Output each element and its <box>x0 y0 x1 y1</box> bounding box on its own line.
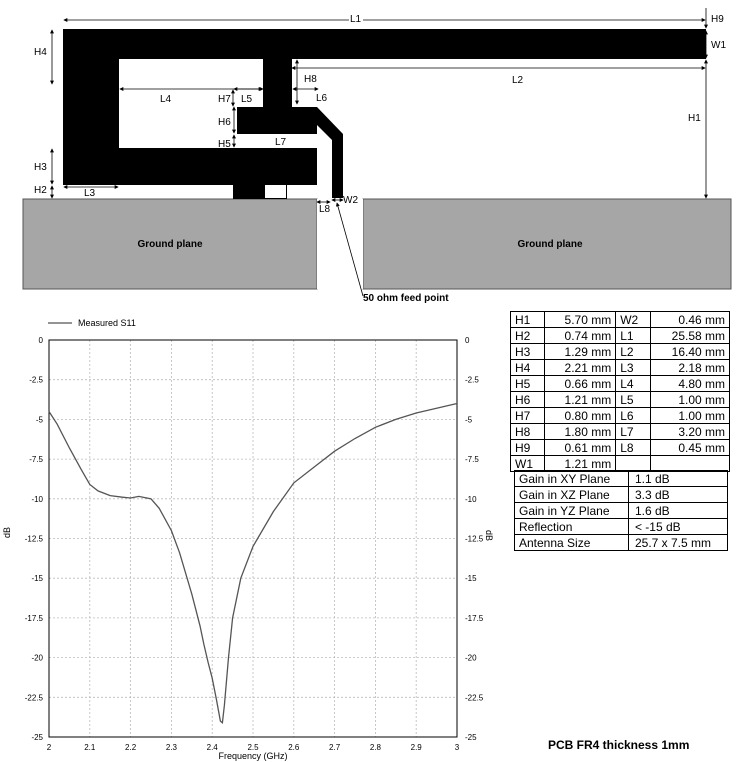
dim-name: W2 <box>616 312 650 328</box>
y-tick-label-right: -15 <box>465 574 477 584</box>
y-tick-label-left: -10 <box>31 494 43 504</box>
dim-name: H6 <box>511 392 545 408</box>
label-W2: W2 <box>343 195 358 206</box>
y-tick-label-left: -7.5 <box>29 455 43 465</box>
legend-label: Measured S11 <box>78 318 136 328</box>
y-tick-label-left: -5 <box>35 415 43 425</box>
dim-name: H3 <box>511 344 545 360</box>
x-tick-label: 2 <box>46 743 52 752</box>
dim-value: 1.29 mm <box>545 344 616 360</box>
y-tick-label-right: -22.5 <box>465 693 484 703</box>
y-tick-label-right: -12.5 <box>465 534 484 544</box>
perf-value: 1.1 dB <box>628 471 727 487</box>
dim-value: 2.18 mm <box>650 360 729 376</box>
dim-name: L3 <box>616 360 650 376</box>
dimension-row <box>511 360 730 376</box>
y-tick-label-right: 0 <box>465 336 470 345</box>
dim-value: 25.58 mm <box>650 328 729 344</box>
label-H6: H6 <box>218 117 231 128</box>
dim-name: L4 <box>616 376 650 392</box>
antenna-diagram <box>0 0 738 305</box>
dimension-row <box>511 344 730 360</box>
dim-name: H4 <box>511 360 545 376</box>
y-tick-label-left: -2.5 <box>29 375 43 385</box>
label-L1: L1 <box>350 14 362 25</box>
series-line-measured-s11 <box>49 404 457 723</box>
label-L5: L5 <box>241 94 253 105</box>
dim-value: 1.00 mm <box>650 408 729 424</box>
performance-row <box>515 519 728 535</box>
x-tick-label: 2.2 <box>125 743 137 752</box>
y-axis-label-left: dB <box>2 526 12 538</box>
dim-name: L2 <box>616 344 650 360</box>
chart-grid <box>49 340 457 737</box>
x-tick-label: 2.3 <box>165 743 177 752</box>
y-tick-label-right: -10 <box>465 494 477 504</box>
y-tick-label-right: -20 <box>465 653 477 663</box>
performance-row <box>515 487 728 503</box>
y-tick-label-right: -2.5 <box>465 375 479 385</box>
dim-name: L8 <box>616 440 650 456</box>
label-L8: L8 <box>319 204 331 215</box>
dim-name: H7 <box>511 408 545 424</box>
label-H3: H3 <box>34 162 47 173</box>
label-L3: L3 <box>84 188 96 199</box>
dim-name: L5 <box>616 392 650 408</box>
y-tick-label-left: -22.5 <box>24 693 43 703</box>
y-tick-label-left: 0 <box>38 336 43 345</box>
antenna-trace <box>63 29 706 199</box>
perf-name: Gain in YZ Plane <box>515 503 629 519</box>
dimension-row <box>511 408 730 424</box>
x-tick-label: 2.4 <box>206 743 218 752</box>
label-H8: H8 <box>304 74 317 85</box>
s11-chart <box>0 308 500 762</box>
x-tick-label: 2.1 <box>84 743 96 752</box>
dim-value: 1.00 mm <box>650 392 729 408</box>
dim-value: 0.45 mm <box>650 440 729 456</box>
ground-plane-right-label: Ground plane <box>517 239 583 250</box>
label-H5: H5 <box>218 139 231 150</box>
y-tick-label-right: -5 <box>465 415 473 425</box>
y-tick-label-left: -17.5 <box>24 613 43 623</box>
performance-table <box>514 470 728 551</box>
dimension-row <box>511 376 730 392</box>
dim-name: H1 <box>511 312 545 328</box>
label-L6: L6 <box>316 93 328 104</box>
trace-notch <box>265 185 286 198</box>
label-H1: H1 <box>688 113 701 124</box>
pcb-note: PCB FR4 thickness 1mm <box>548 738 690 752</box>
dim-value: 0.80 mm <box>545 408 616 424</box>
dim-name: H5 <box>511 376 545 392</box>
x-tick-label: 2.9 <box>410 743 422 752</box>
feed-point-label: 50 ohm feed point <box>363 293 449 304</box>
perf-name: Gain in XY Plane <box>515 471 629 487</box>
label-L2: L2 <box>512 75 524 86</box>
dimension-row <box>511 440 730 456</box>
dim-value: 1.21 mm <box>545 456 616 472</box>
x-tick-label: 2.6 <box>288 743 300 752</box>
dim-value: 1.80 mm <box>545 424 616 440</box>
label-H4: H4 <box>34 47 47 58</box>
label-H2: H2 <box>34 185 47 196</box>
ground-plane-left-label: Ground plane <box>137 239 203 250</box>
label-L7: L7 <box>275 137 287 148</box>
dimensions-table <box>510 311 730 472</box>
y-tick-label-right: -7.5 <box>465 455 479 465</box>
dim-value: 1.21 mm <box>545 392 616 408</box>
x-axis-label: Frequency (GHz) <box>218 751 288 761</box>
performance-row <box>515 503 728 519</box>
dim-value: 0.74 mm <box>545 328 616 344</box>
x-tick-label: 3 <box>454 743 460 752</box>
dim-value: 0.46 mm <box>650 312 729 328</box>
y-tick-label-right: -17.5 <box>465 613 484 623</box>
dim-value: 0.66 mm <box>545 376 616 392</box>
dimension-row <box>511 328 730 344</box>
perf-value: 1.6 dB <box>628 503 727 519</box>
y-axis-label-right: dB <box>484 530 494 542</box>
dim-value: 16.40 mm <box>650 344 729 360</box>
dim-name: H8 <box>511 424 545 440</box>
dim-value: 0.61 mm <box>545 440 616 456</box>
perf-value: 25.7 x 7.5 mm <box>628 535 727 551</box>
performance-row <box>515 471 728 487</box>
label-W1: W1 <box>711 40 726 51</box>
perf-value: 3.3 dB <box>628 487 727 503</box>
label-H7: H7 <box>218 94 231 105</box>
y-tick-label-left: -20 <box>31 653 43 663</box>
dim-name: W1 <box>511 456 545 472</box>
perf-value: < -15 dB <box>628 519 727 535</box>
dim-name: L7 <box>616 424 650 440</box>
perf-name: Antenna Size <box>515 535 629 551</box>
perf-name: Reflection <box>515 519 629 535</box>
x-tick-label: 2.7 <box>329 743 341 752</box>
performance-row <box>515 535 728 551</box>
dim-name: L1 <box>616 328 650 344</box>
x-tick-label: 2.8 <box>369 743 381 752</box>
label-H9: H9 <box>711 14 724 25</box>
dim-name: H2 <box>511 328 545 344</box>
dim-value: 4.80 mm <box>650 376 729 392</box>
dim-name: H9 <box>511 440 545 456</box>
dimension-row <box>511 424 730 440</box>
label-L4: L4 <box>160 94 172 105</box>
y-tick-label-left: -25 <box>31 733 43 742</box>
dim-value: 2.21 mm <box>545 360 616 376</box>
dim-value: 3.20 mm <box>650 424 729 440</box>
y-tick-label-right: -25 <box>465 733 477 742</box>
x-tick-label: 2.5 <box>247 743 259 752</box>
dim-name: L6 <box>616 408 650 424</box>
y-tick-label-left: -15 <box>31 574 43 584</box>
dim-value: 5.70 mm <box>545 312 616 328</box>
y-tick-label-left: -12.5 <box>24 534 43 544</box>
dimension-row <box>511 392 730 408</box>
perf-name: Gain in XZ Plane <box>515 487 629 503</box>
dimension-row <box>511 312 730 328</box>
